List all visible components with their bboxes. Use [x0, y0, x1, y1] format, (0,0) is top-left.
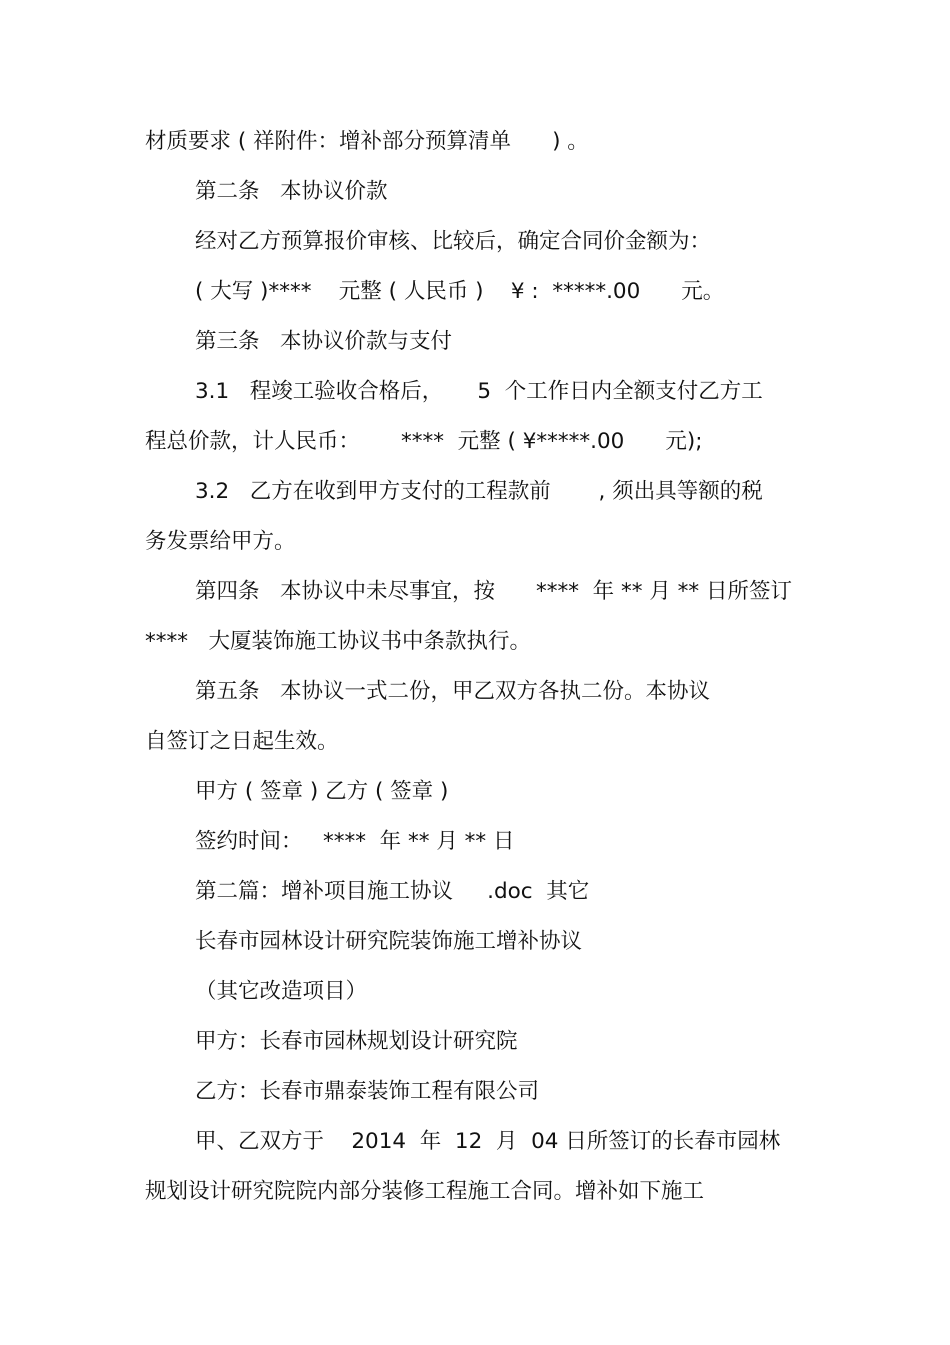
heading-article-3: 第三条 本协议价款与支付 — [195, 329, 453, 354]
text-line-intro-cont: 规划设计研究院院内部分装修工程施工合同。增补如下施工 — [145, 1179, 705, 1204]
text-line-clause-3-1-cont: 程总价款，计人民币： **** 元整 ( ¥*****.00 元); — [145, 429, 703, 454]
heading-part-2: 第二篇：增补项目施工协议 .doc 其它 — [195, 879, 590, 904]
heading-article-2: 第二条 本协议价款 — [195, 179, 388, 204]
text-line-price-review: 经对乙方预算报价审核、比较后，确定合同价金额为： — [195, 229, 712, 254]
text-line-clause-3-2: 3.2 乙方在收到甲方支付的工程款前 , 须出具等额的税 — [195, 479, 763, 504]
text-line-clause-3-1: 3.1 程竣工验收合格后， 5 个工作日内全额支付乙方工 — [195, 379, 763, 404]
text-line-article-4: 第四条 本协议中未尽事宜，按 **** 年 ** 月 ** 日所签订 — [195, 579, 793, 604]
text-line-article-5-cont: 自签订之日起生效。 — [145, 729, 339, 754]
text-line-sign-date: 签约时间： **** 年 ** 月 ** 日 — [195, 829, 515, 854]
text-line-intro: 甲、乙双方于 2014 年 12 月 04 日所签订的长春市园林 — [195, 1129, 781, 1154]
text-line-party-a: 甲方：长春市园林规划设计研究院 — [195, 1029, 518, 1054]
text-line-material-requirement: 材质要求 ( 祥附件：增补部分预算清单 ) 。 — [145, 129, 589, 154]
text-line-clause-3-2-cont: 务发票给甲方。 — [145, 529, 296, 554]
text-line-article-5: 第五条 本协议一式二份，甲乙双方各执二份。本协议 — [195, 679, 711, 704]
text-line-signatures: 甲方 ( 签章 ) 乙方 ( 签章 ) — [195, 779, 449, 804]
text-line-price-amount: ( 大写 )**** 元整 ( 人民币 ) ¥ : *****.00 元。 — [195, 279, 725, 304]
text-line-article-4-cont: **** 大厦装饰施工协议书中条款执行。 — [145, 629, 532, 654]
text-line-party-b: 乙方：长春市鼎泰装饰工程有限公司 — [195, 1079, 540, 1104]
subtitle-other-projects: （其它改造项目） — [195, 979, 368, 1004]
title-supplementary-agreement: 长春市园林设计研究院装饰施工增补协议 — [195, 929, 583, 954]
